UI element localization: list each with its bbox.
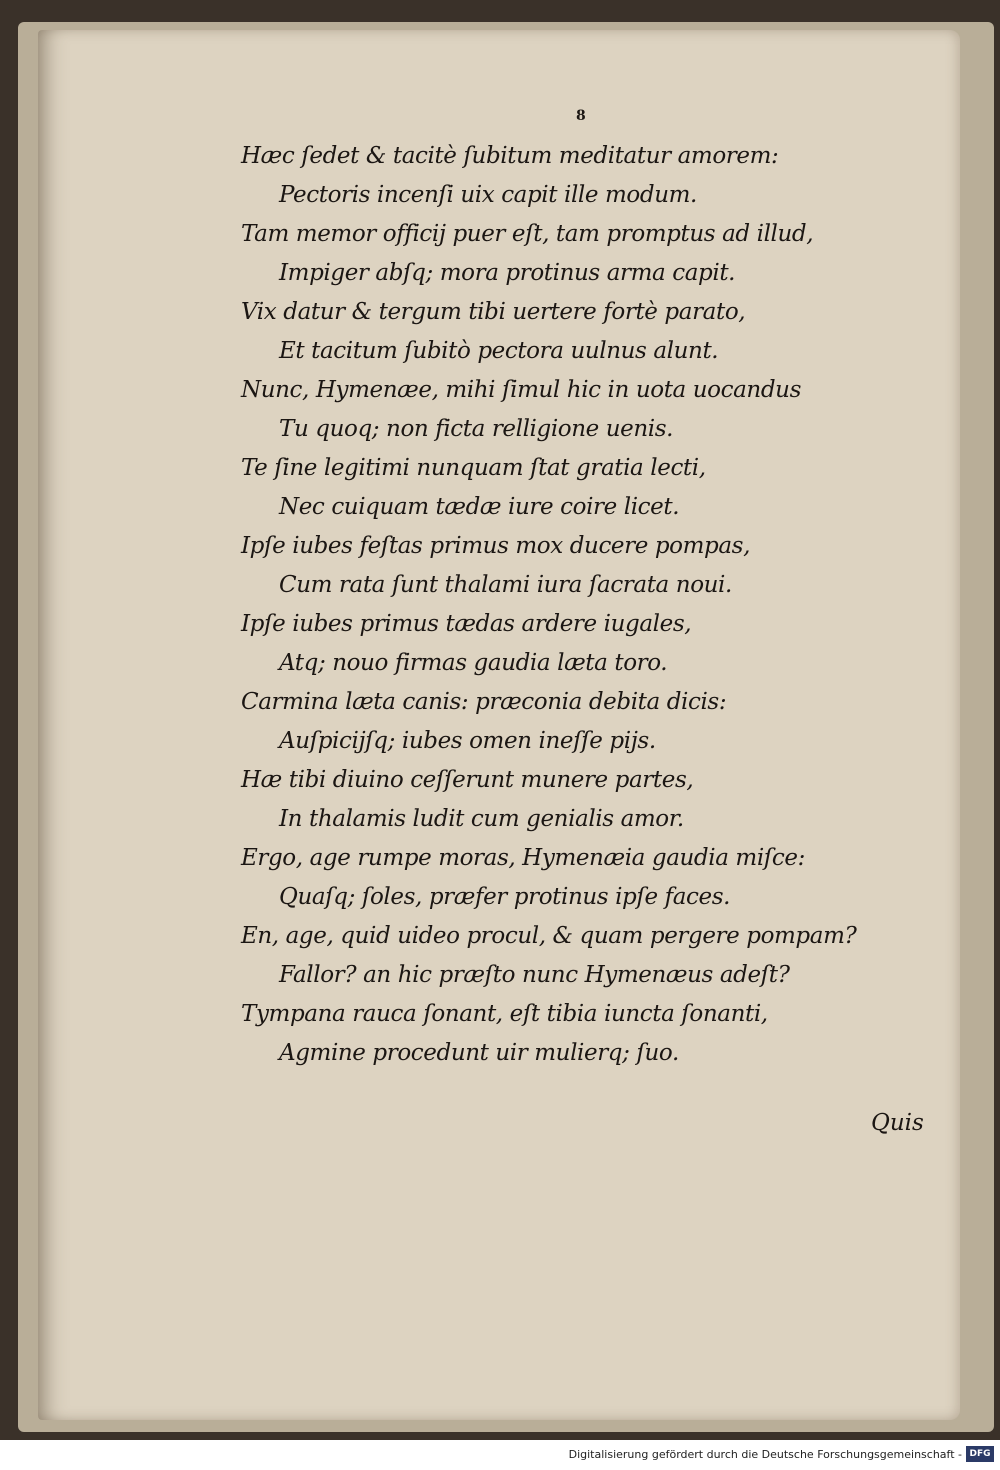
verse-line: Cum rata ſunt thalami iura ſacrata noui. xyxy=(279,572,732,598)
verse-line: En, age, quid uideo procul, & quam pergere pompam? xyxy=(241,923,857,949)
verse-line: Tympana rauca ſonant, eſt tibia iuncta ſonanti, xyxy=(241,1001,768,1027)
verse-line: Pectoris incenſi uix capit ille modum. xyxy=(279,182,697,208)
verse-line: Hæ tibi diuino ceſſerunt munere partes, xyxy=(241,767,694,793)
verse-line: Auſpicijſq; iubes omen ineſſe pijs. xyxy=(279,728,656,754)
verse-line: Agmine procedunt uir mulierq; ſuo. xyxy=(279,1040,679,1066)
dfg-logo-icon: DFG xyxy=(966,1446,994,1462)
verse-line: Nec cuiquam tædæ iure coire licet. xyxy=(279,494,680,520)
funding-credit: Digitalisierung gefördert durch die Deutsche Forschungsgemeinschaft - xyxy=(568,1448,962,1461)
verse-line: Hæc ſedet & tacitè ſubitum meditatur amorem: xyxy=(241,143,779,169)
verse-line: Nunc, Hymenæe, mihi ſimul hic in uota uocandus xyxy=(241,377,801,403)
verse-line: Quaſq; ſoles, præfer protinus ipſe faces. xyxy=(279,884,731,910)
verse-line: Ergo, age rumpe moras, Hymenæia gaudia miſce: xyxy=(241,845,805,871)
verse-line: Tu quoq; non ficta relligione uenis. xyxy=(279,416,674,442)
verse-line: Te ſine legitimi nunquam ſtat gratia lecti, xyxy=(241,455,706,481)
verse-line: Ipſe iubes feſtas primus mox ducere pompas, xyxy=(241,533,750,559)
verse-line: Impiger abſq; mora protinus arma capit. xyxy=(279,260,736,286)
verse-line: Carmina læta canis: præconia debita dicis: xyxy=(241,689,727,715)
verse-line: Ipſe iubes primus tædas ardere iugales, xyxy=(241,611,692,637)
verse-line: In thalamis ludit cum genialis amor. xyxy=(279,806,684,832)
page-mark: 8 xyxy=(576,108,586,124)
verse-line: Fallor? an hic præſto nunc Hymenæus adeſt? xyxy=(279,962,790,988)
poem-text xyxy=(241,137,921,1073)
footer-bar xyxy=(0,1440,1000,1470)
verse-line: Atq; nouo firmas gaudia læta toro. xyxy=(279,650,668,676)
verse-line: Tam memor officij puer eſt, tam promptus ad illud, xyxy=(241,221,814,247)
verse-line: Vix datur & tergum tibi uertere fortè parato, xyxy=(241,299,746,325)
book-page xyxy=(38,30,960,1420)
verse-line: Et tacitum ſubitò pectora uulnus alunt. xyxy=(279,338,719,364)
catchword: Quis xyxy=(871,1110,924,1136)
